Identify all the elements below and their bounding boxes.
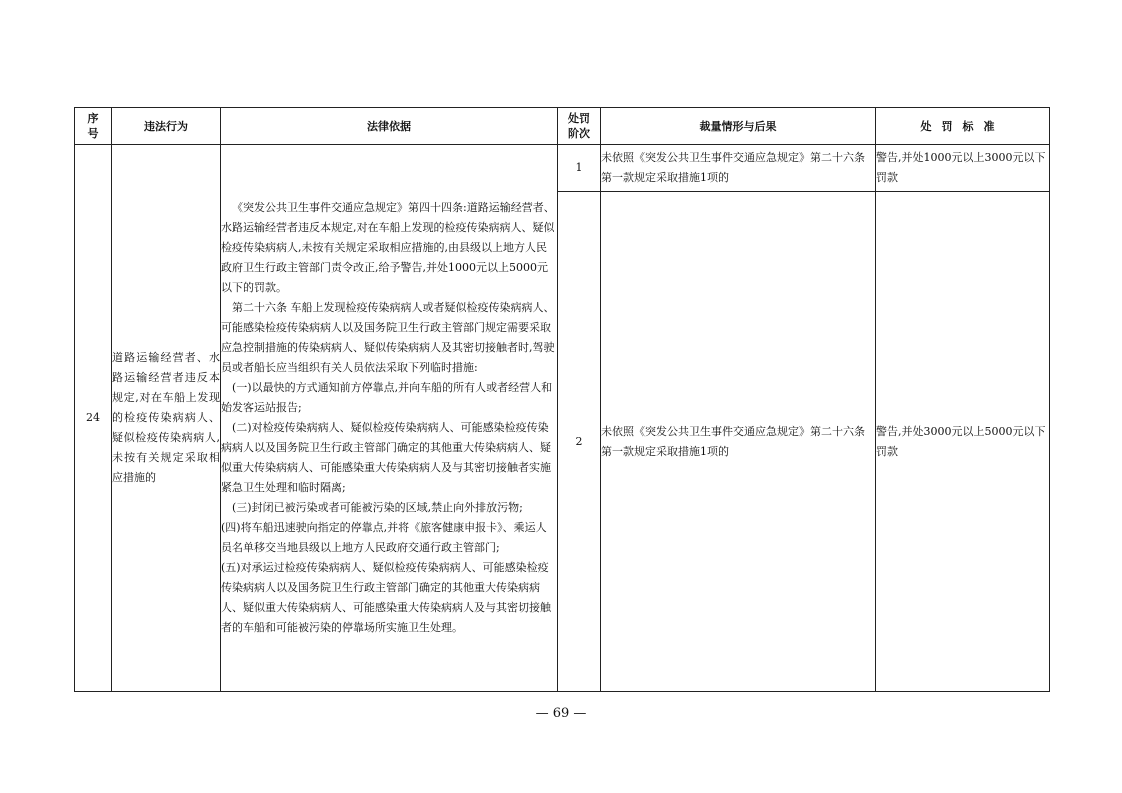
- header-level: 处罚 阶次: [558, 108, 601, 145]
- legal-basis-para: (一)以最快的方式通知前方停靠点,并向车船的所有人或者经营人和始发客运站报告;: [221, 381, 553, 414]
- legal-basis-para: (五)对承运过检疫传染病病人、疑似检疫传染病病人、可能感染检疫传染病病人以及国务院卫生行政主管部门确定的其他重大传染病病人、疑似重大传染病病人、可能感染重大传染病病人及与其密切接触者的车船和可能被污染的停靠场所实施卫生处理。: [221, 561, 551, 634]
- level-1: 1: [558, 145, 601, 192]
- table-header-row: [75, 108, 1050, 145]
- legal-basis-para: 第二十六条 车船上发现检疫传染病病人或者疑似检疫传染病病人、可能感染检疫传染病病人以及国务院卫生行政主管部门规定需要采取应急控制措施的传染病病人、疑似传染病病人及其密切接触者时,驾驶员或者船长应当组织有关人员依法采取下列临时措施:: [221, 301, 555, 374]
- header-seq: 序 号: [75, 108, 112, 145]
- header-violation: 违法行为: [112, 108, 221, 145]
- legal-basis-para: (二)对检疫传染病病人、疑似检疫传染病病人、可能感染检疫传染病病人以及国务院卫生行政主管部门确定的其他重大传染病病人、疑似重大传染病病人、可能感染重大传染病病人及与其密切接触者实施紧急卫生处理和临时隔离;: [221, 421, 551, 494]
- row-legal-basis: [221, 145, 558, 692]
- level-2: 2: [558, 192, 601, 692]
- header-circumstances: 裁量情形与后果: [601, 108, 876, 145]
- row-violation: 道路运输经营者、水路运输经营者违反本规定,对在车船上发现的检疫传染病病人、疑似检疫传染病病人,未按有关规定采取相应措施的: [112, 145, 221, 692]
- standard-2: 警告,并处3000元以上5000元以下罚款: [876, 192, 1050, 692]
- header-standard: 处罚标准: [876, 108, 1050, 145]
- legal-basis-para: (三)封闭已被污染或者可能被污染的区域,禁止向外排放污物;: [232, 501, 523, 514]
- standard-1: 警告,并处1000元以上3000元以下罚款: [876, 145, 1050, 192]
- page-number: — 69 —: [535, 706, 587, 721]
- row-seq: 24: [75, 145, 112, 692]
- circumstance-1: 未依照《突发公共卫生事件交通应急规定》第二十六条第一款规定采取措施1项的: [601, 145, 876, 192]
- table-row: [75, 145, 1050, 192]
- header-legal-basis: 法律依据: [221, 108, 558, 145]
- legal-basis-para: 《突发公共卫生事件交通应急规定》第四十四条:道路运输经营者、水路运输经营者违反本规定,对在车船上发现的检疫传染病病人、疑似检疫传染病病人,未按有关规定采取相应措施的,由县级以上地方人民政府卫生行政主管部门责令改正,给予警告,并处1000元以上5000元以下的罚款。: [221, 201, 555, 294]
- penalty-table: [74, 107, 1050, 692]
- legal-basis-para: (四)将车船迅速驶向指定的停靠点,并将《旅客健康申报卡》、乘运人员名单移交当地县级以上地方人民政府交通行政主管部门;: [221, 521, 547, 554]
- circumstance-2: 未依照《突发公共卫生事件交通应急规定》第二十六条第一款规定采取措施1项的: [601, 192, 876, 692]
